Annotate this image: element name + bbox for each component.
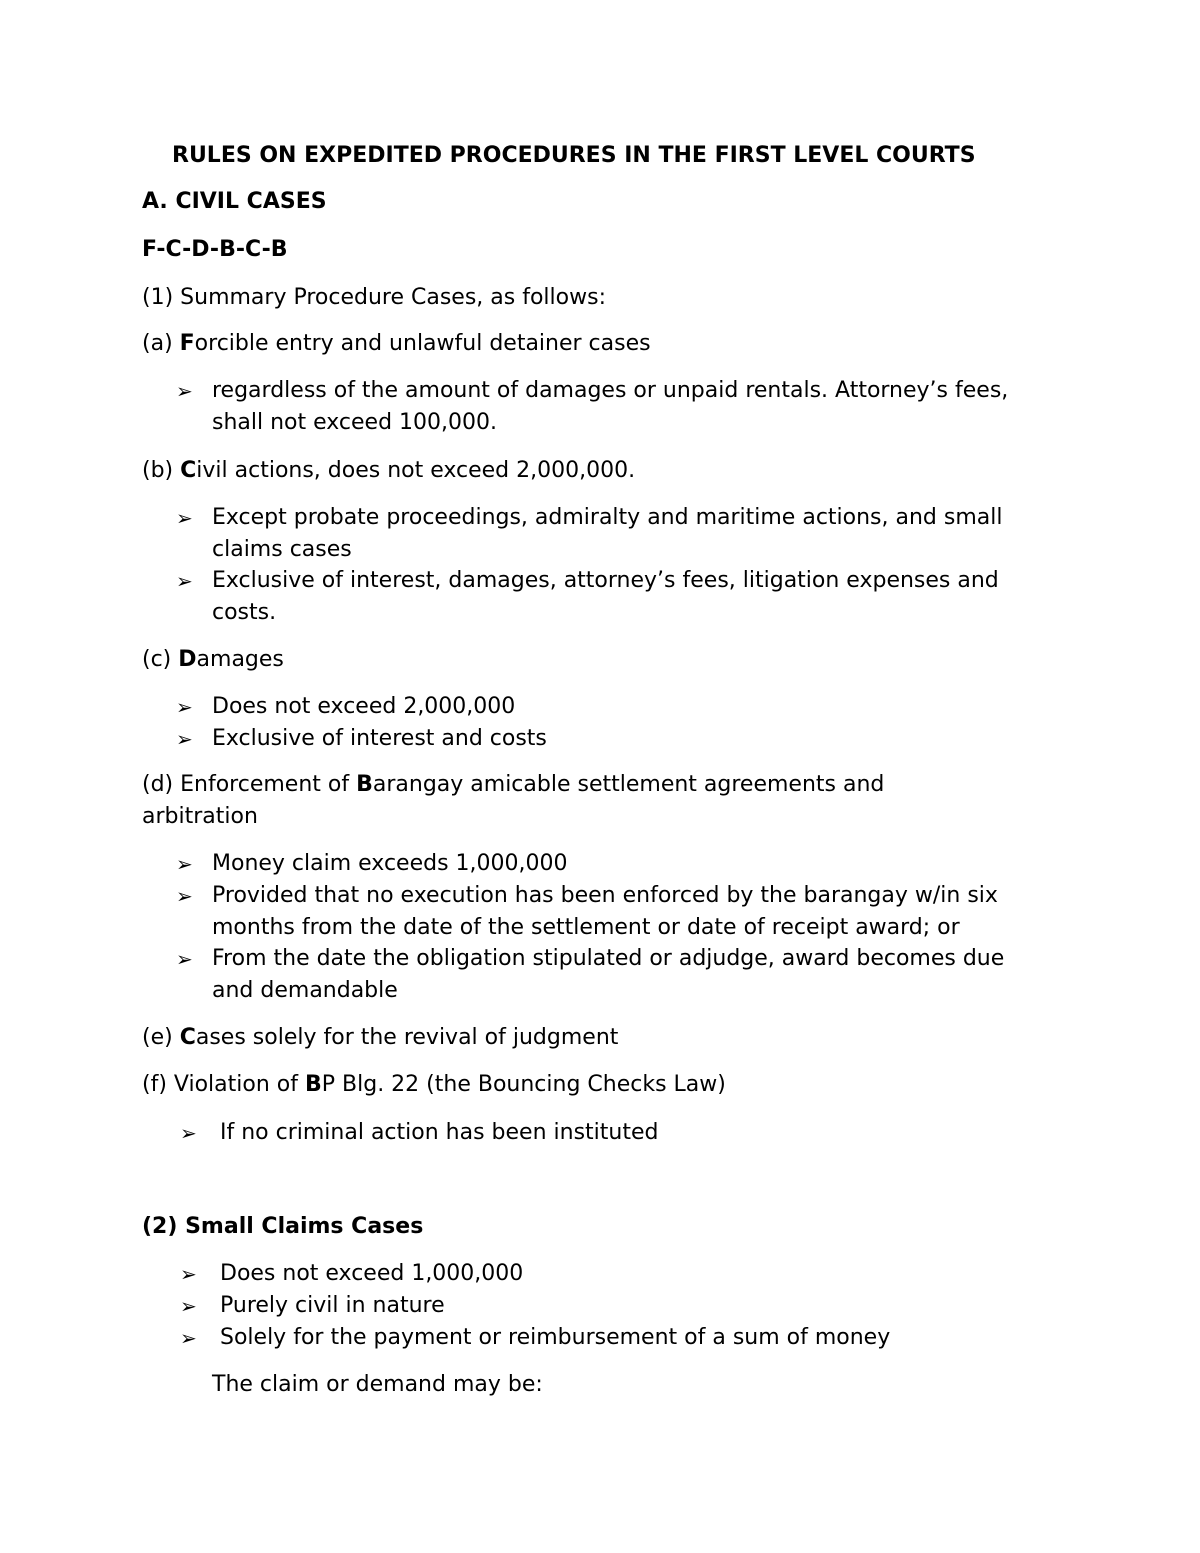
item-c-initial: D bbox=[178, 647, 197, 672]
claim-demand-text: The claim or demand may be: bbox=[212, 1372, 543, 1397]
item-a-rest: orcible entry and unlawful detainer cases bbox=[194, 331, 651, 356]
arrow-bullet-icon: ➢ bbox=[176, 884, 193, 908]
item-b-bullet-2 bbox=[176, 565, 1066, 629]
arrow-bullet-icon: ➢ bbox=[176, 379, 193, 403]
item-b-rest: ivil actions, does not exceed 2,000,000. bbox=[196, 458, 636, 483]
bullet-text: Exclusive of interest, damages, attorney’s fees, litigation expenses and costs. bbox=[212, 568, 999, 625]
item-d-bullet-2 bbox=[176, 880, 1066, 944]
item-a-bullet-1 bbox=[176, 375, 1036, 439]
item-b-bullet-1 bbox=[176, 502, 1066, 566]
mnemonic-label: F-C-D-B-C-B bbox=[142, 237, 288, 262]
item-d-bullet-3 bbox=[176, 943, 1036, 1007]
item-d-prefix: (d) Enforcement of bbox=[142, 772, 357, 797]
item-c-prefix: (c) bbox=[142, 647, 179, 672]
arrow-bullet-icon: ➢ bbox=[176, 947, 193, 971]
bullet-text: If no criminal action has been instituted bbox=[220, 1120, 659, 1145]
arrow-bullet-icon: ➢ bbox=[180, 1262, 197, 1286]
small-claims-heading: (2) Small Claims Cases bbox=[142, 1214, 424, 1239]
item-e-prefix: (e) bbox=[142, 1025, 180, 1050]
arrow-bullet-icon: ➢ bbox=[176, 852, 193, 876]
bullet-text: Provided that no execution has been enforced by the barangay w/in six months from the date of the settlement or date of receipt award; or bbox=[212, 883, 998, 940]
item-e bbox=[142, 1022, 618, 1054]
arrow-bullet-icon: ➢ bbox=[180, 1121, 197, 1145]
item-b-prefix: (b) bbox=[142, 458, 181, 483]
arrow-bullet-icon: ➢ bbox=[176, 506, 193, 530]
bullet-text: Does not exceed 2,000,000 bbox=[212, 694, 516, 719]
bullet-text: regardless of the amount of damages or unpaid rentals. Attorney’s fees, shall not exceed 100,000. bbox=[212, 378, 1009, 435]
item-c-rest: amages bbox=[196, 647, 284, 672]
item-c-bullet-2 bbox=[176, 723, 1066, 755]
item-f-rest: P Blg. 22 (the Bouncing Checks Law) bbox=[321, 1072, 726, 1097]
item-d-initial: B bbox=[356, 772, 373, 797]
arrow-bullet-icon: ➢ bbox=[176, 695, 193, 719]
item-f-bullet-1 bbox=[180, 1117, 1070, 1149]
item-f bbox=[142, 1069, 726, 1101]
item-a-initial: F bbox=[179, 331, 195, 356]
bullet-text: Purely civil in nature bbox=[220, 1293, 445, 1318]
item-a bbox=[142, 328, 651, 360]
item-e-rest: ases solely for the revival of judgment bbox=[195, 1025, 619, 1050]
item-d-bullet-1 bbox=[176, 848, 1066, 880]
item-b-initial: C bbox=[180, 458, 197, 483]
document-title: RULES ON EXPEDITED PROCEDURES IN THE FIRST LEVEL COURTS bbox=[172, 143, 976, 168]
bullet-text: Money claim exceeds 1,000,000 bbox=[212, 851, 568, 876]
small-claims-bullet-1 bbox=[180, 1258, 1070, 1290]
arrow-bullet-icon: ➢ bbox=[176, 569, 193, 593]
item-c-bullet-1 bbox=[176, 691, 1066, 723]
item-b bbox=[142, 455, 635, 487]
item-f-initial: B bbox=[304, 1072, 322, 1097]
item-e-initial: C bbox=[179, 1025, 196, 1050]
summary-procedure-heading: (1) Summary Procedure Cases, as follows: bbox=[142, 285, 606, 310]
arrow-bullet-icon: ➢ bbox=[176, 727, 193, 751]
bullet-text: Solely for the payment or reimbursement of a sum of money bbox=[220, 1325, 891, 1350]
item-f-prefix: (f) Violation of bbox=[142, 1072, 305, 1097]
item-a-prefix: (a) bbox=[142, 331, 180, 356]
arrow-bullet-icon: ➢ bbox=[180, 1294, 197, 1318]
item-d bbox=[142, 769, 884, 801]
item-d-rest: arangay amicable settlement agreements and bbox=[372, 772, 885, 797]
section-heading-civil-cases: A. CIVIL CASES bbox=[142, 189, 327, 214]
bullet-text: Does not exceed 1,000,000 bbox=[220, 1261, 524, 1286]
small-claims-bullet-2 bbox=[180, 1290, 1070, 1322]
bullet-text: From the date the obligation stipulated or adjudge, award becomes due and demandable bbox=[212, 946, 1005, 1003]
item-c bbox=[142, 644, 284, 676]
arrow-bullet-icon: ➢ bbox=[180, 1326, 197, 1350]
item-d-line-2: arbitration bbox=[142, 804, 258, 829]
small-claims-bullet-3 bbox=[180, 1322, 1070, 1354]
bullet-text: Except probate proceedings, admiralty and maritime actions, and small claims cases bbox=[212, 505, 1003, 562]
bullet-text: Exclusive of interest and costs bbox=[212, 726, 547, 751]
